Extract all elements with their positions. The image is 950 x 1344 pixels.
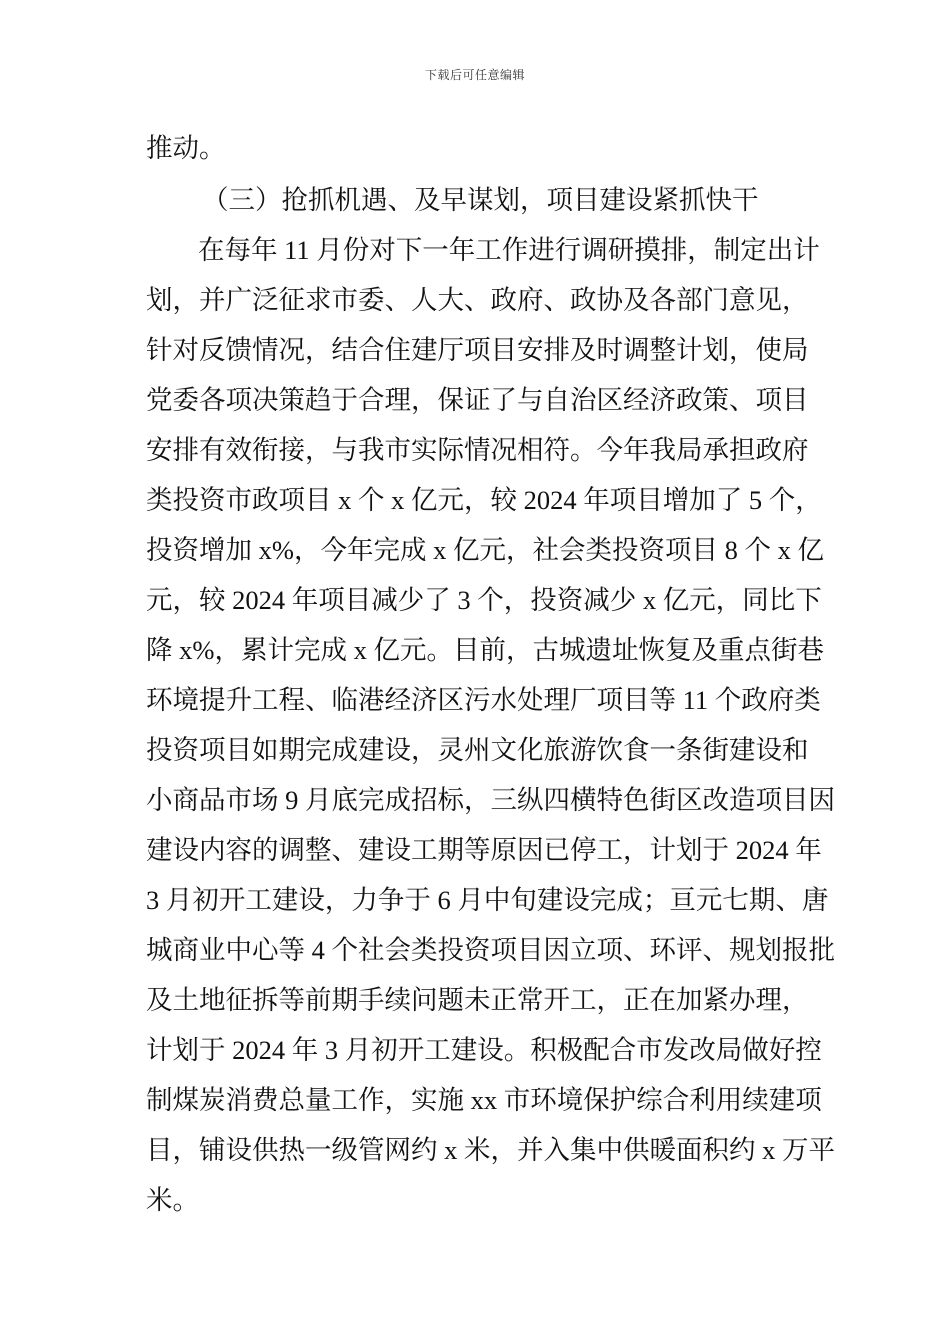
text-line: 目，铺设供热一级管网约 x 米，并入集中供暖面积约 x 万平 xyxy=(146,1135,835,1165)
text-line: 城商业中心等 4 个社会类投资项目因立项、环评、规划报批 xyxy=(146,935,835,965)
text-line: 投资项目如期完成建设，灵州文化旅游饮食一条街建设和 xyxy=(146,735,809,765)
text-line: 安排有效衔接，与我市实际情况相符。今年我局承担政府 xyxy=(146,435,809,465)
section-heading: （三）抢抓机遇、及早谋划，项目建设紧抓快干 xyxy=(202,185,759,215)
text-line: 类投资市政项目 x 个 x 亿元，较 2024 年项目增加了 5 个， xyxy=(146,485,822,515)
text-line: 3 月初开工建设，力争于 6 月中旬建设完成；亘元七期、唐 xyxy=(146,885,829,915)
text-line: 米。 xyxy=(146,1185,199,1215)
text-line: 小商品市场 9 月底完成招标，三纵四横特色街区改造项目因 xyxy=(146,785,835,815)
text-line: 降 x%，累计完成 x 亿元。目前，古城遗址恢复及重点街巷 xyxy=(146,635,824,665)
text-line: 环境提升工程、临港经济区污水处理厂项目等 11 个政府类 xyxy=(146,685,821,715)
text-line: 针对反馈情况，结合住建厅项目安排及时调整计划，使局 xyxy=(146,335,809,365)
text-line: 计划于 2024 年 3 月初开工建设。积极配合市发改局做好控 xyxy=(146,1035,822,1065)
text-line: 党委各项决策趋于合理，保证了与自治区经济政策、项目 xyxy=(146,385,809,415)
text-line: 推动。 xyxy=(146,133,226,163)
text-line: 在每年 11 月份对下一年工作进行调研摸排，制定出计 xyxy=(198,235,820,265)
text-line: 划，并广泛征求市委、人大、政府、政协及各部门意见， xyxy=(146,285,809,315)
text-line: 建设内容的调整、建设工期等原因已停工，计划于 2024 年 xyxy=(146,835,822,865)
text-line: 制煤炭消费总量工作，实施 xx 市环境保护综合利用续建项 xyxy=(146,1085,822,1115)
text-line: 及土地征拆等前期手续问题未正常开工，正在加紧办理， xyxy=(146,985,809,1015)
page-header-note: 下载后可任意编辑 xyxy=(424,68,525,82)
text-line: 元，较 2024 年项目减少了 3 个，投资减少 x 亿元，同比下 xyxy=(146,585,822,615)
text-line: 投资增加 x%，今年完成 x 亿元，社会类投资项目 8 个 x 亿 xyxy=(146,535,824,565)
